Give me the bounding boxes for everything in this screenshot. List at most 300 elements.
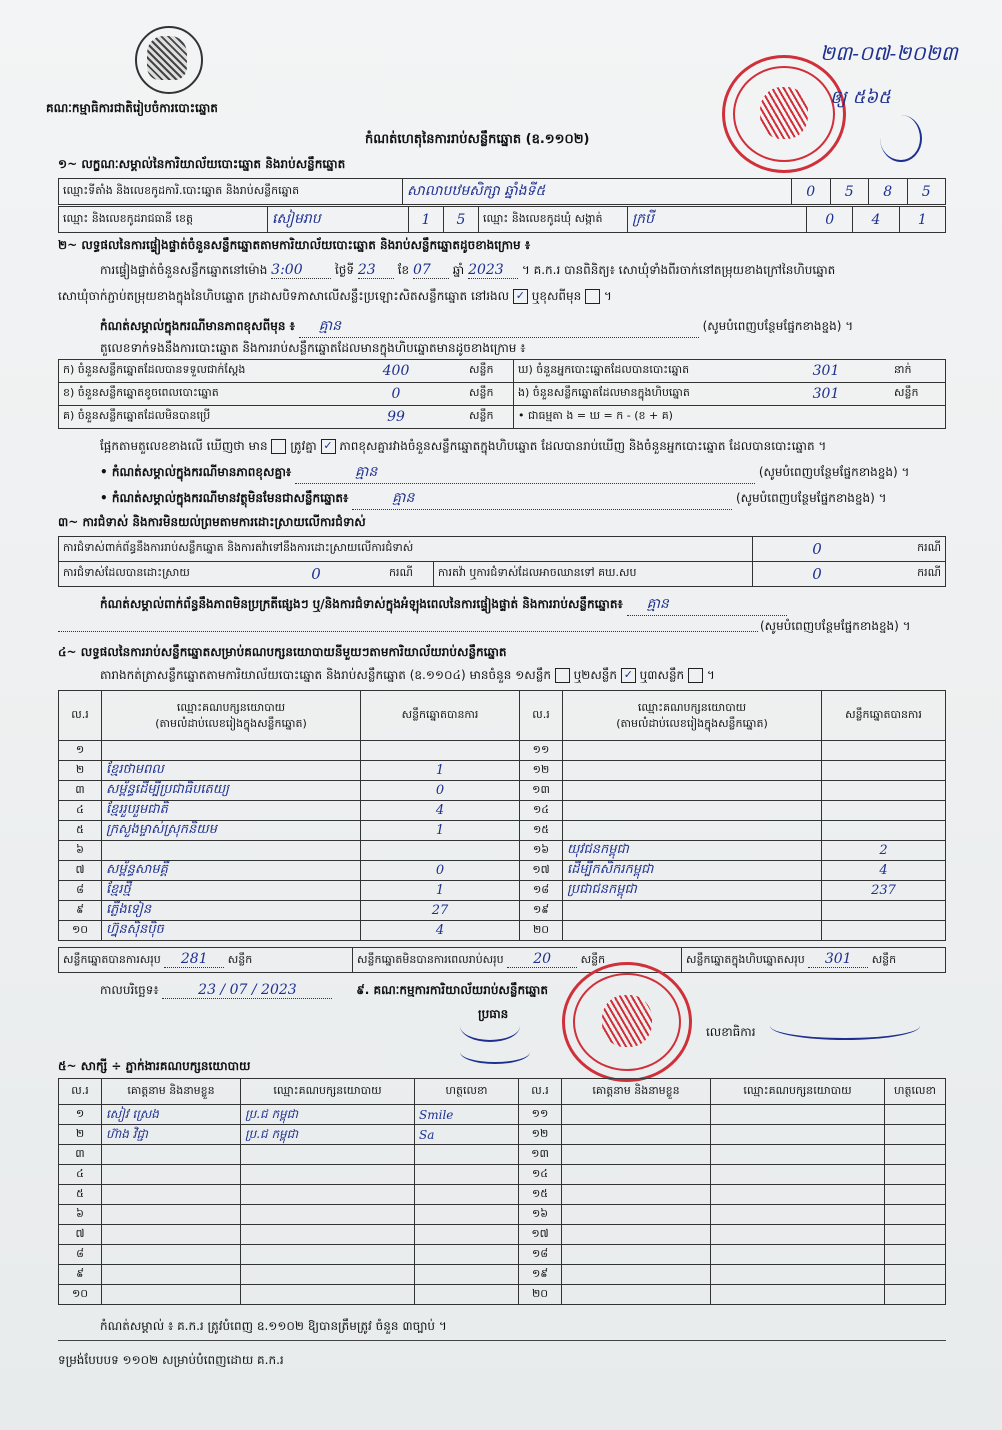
col-party-header: [563, 691, 822, 741]
witness-party: [241, 1265, 415, 1285]
col-no-header: ល.រ: [59, 1079, 102, 1105]
row-number: ៤: [59, 1165, 102, 1185]
province-label: ឈ្មោះ និងលេខកូដរាជធានី ខេត្ត: [59, 207, 268, 233]
party-name: [563, 921, 822, 941]
witness-name: [562, 1205, 711, 1225]
mismatch-checkbox[interactable]: ✓: [321, 439, 336, 454]
witness-party: ប្រ.ជ កម្ពុជា: [241, 1125, 415, 1145]
table-row: [59, 761, 946, 781]
table-row: [59, 841, 946, 861]
party-name: ប្រជាជនកម្ពុជា: [563, 881, 822, 901]
row-number: ៤: [59, 801, 102, 821]
table-row: [59, 1265, 946, 1285]
party-votes: 2: [822, 841, 946, 861]
commune-label: ឈ្មោះ និងលេខកូដឃុំ សង្កាត់: [479, 207, 628, 233]
section5-heading: ៥~ សាក្សី ÷ ភ្នាក់ងារគណបក្សនយោបាយ: [58, 1059, 251, 1073]
figure-label: ង) ចំនួនសន្លឹកឆ្នោតដែលមានក្នុងហិបឆ្នោត: [514, 383, 763, 406]
party-name: ខ្មែរថ្មី: [102, 881, 361, 901]
witness-signature: [885, 1245, 946, 1265]
three-sheets-checkbox[interactable]: [688, 668, 703, 683]
witness-signature: Sa: [415, 1125, 519, 1145]
table-row: [59, 821, 946, 841]
official-stamp-icon: [722, 55, 846, 173]
party-name: ខ្មែររួបរួមជាតិ: [102, 801, 361, 821]
province-value: សៀមរាប: [268, 207, 409, 233]
total-invalid-value: 20: [507, 951, 577, 968]
party-votes: 237: [822, 881, 946, 901]
witness-party: [241, 1185, 415, 1205]
table-row: [59, 741, 946, 761]
party-votes: 0: [361, 781, 520, 801]
figure-unit: សន្លឹក: [465, 406, 514, 429]
row-number: ១៣: [520, 781, 563, 801]
row-number: ៩: [59, 901, 102, 921]
table-row: [59, 801, 946, 821]
year-value: 2023: [468, 262, 518, 279]
party-name: [563, 821, 822, 841]
section1-heading: ១~ លក្ខណៈសម្គាល់នៃការិយាល័យបោះឆ្នោត និងរាប់សន្លឹកឆ្នោត: [58, 157, 346, 171]
objection-unit: ករណី: [881, 537, 946, 562]
witness-party: [711, 1225, 885, 1245]
table-row: [59, 1105, 946, 1125]
row-number: ១៣: [519, 1145, 562, 1165]
figure-label: ខ) ចំនួនសន្លឹកឆ្នោតខូចពេលបោះឆ្នោត: [59, 383, 328, 406]
witness-party: [711, 1185, 885, 1205]
totals-table: [58, 947, 946, 973]
time-label: ការផ្ទៀងផ្ទាត់ចំនួនសន្លឹកឆ្នោតនៅម៉ោង: [100, 263, 268, 277]
row-number: ២: [59, 761, 102, 781]
secretary-label: លេខាធិការ: [706, 1025, 756, 1039]
bullet1-label: • កំណត់សម្គាល់ក្នុងករណីមានភាពខុសគ្នា៖: [100, 465, 292, 479]
day-label: ថ្ងៃទី: [335, 263, 355, 277]
appeal-value: 0: [753, 562, 882, 587]
witness-signature: [885, 1125, 946, 1145]
witness-signature: [885, 1285, 946, 1305]
row-number: ១២: [519, 1125, 562, 1145]
witness-name: [562, 1185, 711, 1205]
col-name-header: គោត្តនាម និងនាមខ្លួន: [102, 1079, 241, 1105]
witness-name: [102, 1185, 241, 1205]
section2-heading: ២~ លទ្ធផលនៃការផ្ទៀងផ្ទាត់ចំនួនសន្លឹកឆ្នោតតាមការិយាល័យបោះឆ្នោត និងរាប់សន្លឹកឆ្នោតដូចខាងក្រោម ៖: [58, 238, 531, 252]
date-label: កាលបរិច្ឆេទ៖: [100, 983, 159, 997]
row-number: ៨: [59, 881, 102, 901]
witness-signature: [415, 1265, 519, 1285]
col-no-header: ល.រ: [520, 691, 563, 741]
col-party-header: ឈ្មោះគណបក្សនយោបាយ: [711, 1079, 885, 1105]
row-number: ២: [59, 1125, 102, 1145]
col-party-sub: (តាមលំដាប់លេខរៀងក្នុងសន្លឹកឆ្នោត): [155, 716, 307, 730]
party-votes: [822, 901, 946, 921]
row-number: ៧: [59, 861, 102, 881]
party-name: សម្ព័ន្ធដើម្បីប្រជាធិបតេយ្យ: [102, 781, 361, 801]
diff-note-label: កំណត់សម្គាល់ក្នុងករណីមានភាពខុសពីមុន ៖: [100, 319, 295, 333]
witness-signature: [415, 1225, 519, 1245]
verification-line: [100, 262, 950, 280]
witness-party: ប្រ.ជ កម្ពុជា: [241, 1105, 415, 1125]
irregularity-line: [100, 594, 787, 616]
party-votes: [822, 921, 946, 941]
figures-row: [59, 383, 946, 406]
committee-stamp-icon: [562, 962, 692, 1082]
total-invalid-unit: សន្លឹក: [580, 953, 606, 966]
total-valid-cell: [59, 948, 353, 973]
total-invalid-label: សន្លឹកឆ្នោតមិនបានការពេលរាប់សរុប: [357, 953, 504, 966]
total-box-cell: [682, 948, 946, 973]
row-number: ១៧: [520, 861, 563, 881]
figure-label: ឃ) ចំនួនអ្នកបោះឆ្នោតដែលបានបោះឆ្នោត: [514, 360, 763, 383]
one-sheet-checkbox[interactable]: [555, 668, 570, 683]
witness-party: [711, 1165, 885, 1185]
figure-value: 99: [327, 406, 465, 429]
col-votes-header: សន្លឹកឆ្នោតបានការ: [822, 691, 946, 741]
party-votes: 27: [361, 901, 520, 921]
party-votes: [822, 801, 946, 821]
party-name: យុវជនកម្ពុជា: [563, 841, 822, 861]
figures-intro: តួលេខទាក់ទងនឹងការបោះឆ្នោត និងការរាប់សន្លឹកឆ្នោតដែលមានក្នុងហិបឆ្នោតមានដូចខាងក្រោម ៖: [100, 341, 526, 355]
witness-party: [241, 1245, 415, 1265]
seal-text: សោឃុំចាក់ភ្ជាប់តម្រុយខាងក្នុងនៃហិបឆ្នោត ក្រដាសបិទភាសាលើសន្លឹះប្រឡោះសិតសន្លឹកឆ្នោត នៅរងល: [58, 289, 510, 303]
section1-table-row2: [58, 206, 946, 233]
appeal-label: ការតវ៉ា ឬការជំទាស់ដែលអាចឈានទៅ គឃ.សប: [434, 562, 753, 587]
chair-signature-2-icon: [460, 1040, 530, 1064]
location-code-digit: 8: [869, 179, 908, 205]
row-number: ១៦: [519, 1205, 562, 1225]
commune-code-digit: 1: [899, 207, 945, 233]
witness-name: [562, 1265, 711, 1285]
appeal-unit: ករណី: [881, 562, 946, 587]
diff-note-value: គ្មាន: [299, 316, 699, 338]
diff-note-hint: (សូមបំពេញបន្ថែមផ្នែកខាងខ្នង) ។: [702, 319, 854, 333]
col-sign-header: ហត្ថលេខា: [415, 1079, 519, 1105]
party-name: ខ្មែរថាមពល: [102, 761, 361, 781]
location-label: ឈ្មោះទីតាំង និងលេខកូដការិ.បោះឆ្នោត និងរាប់សន្លឹកឆ្នោត: [59, 179, 403, 205]
resolved-value: 0: [247, 562, 385, 587]
bullet2-value: គ្មាន: [352, 488, 732, 510]
party-name: សម្ព័ន្ធសាមគ្គី: [102, 861, 361, 881]
row-number: ៩: [59, 1265, 102, 1285]
party-votes: [822, 821, 946, 841]
witness-name: [102, 1205, 241, 1225]
row-number: ១៩: [519, 1265, 562, 1285]
witness-party: [241, 1205, 415, 1225]
table-row: [59, 1205, 946, 1225]
witness-name: ហ៊ាង វិជ្ជា: [102, 1125, 241, 1145]
month-label: ខែ: [397, 263, 410, 277]
witness-name: [562, 1225, 711, 1245]
party-votes: 1: [361, 821, 520, 841]
table-row: [59, 781, 946, 801]
figure-value: 0: [327, 383, 465, 406]
figures-row: [59, 360, 946, 383]
witness-name: [102, 1165, 241, 1185]
year-label: ឆ្នាំ: [452, 263, 465, 277]
correct-checkbox[interactable]: ✓: [513, 289, 528, 304]
figure-unit: សន្លឹក: [890, 383, 946, 406]
col-no-header: ល.រ: [59, 691, 102, 741]
objection-table: [58, 536, 946, 587]
witness-party: [711, 1205, 885, 1225]
table-row: [59, 1145, 946, 1165]
party-name: [563, 801, 822, 821]
row-number: ២០: [519, 1285, 562, 1305]
table-row: [59, 1225, 946, 1245]
figure-label: ក) ចំនួនសន្លឹកឆ្នោតដែលបានទទួលជាក់ស្តែង: [59, 360, 328, 383]
witness-name: [102, 1225, 241, 1245]
form-note: ទម្រង់បែបបទ ១១០២ សម្រាប់បំពេញដោយ គ.ក.រ: [58, 1353, 284, 1367]
match-checkbox[interactable]: [271, 439, 286, 454]
seal-line: សោឃុំចាក់ភ្ជាប់តម្រុយខាងក្នុងនៃហិបឆ្នោត ក្រដាសបិទភាសាលើសន្លឹះប្រឡោះសិតសន្លឹកឆ្នោត នៅរងល ✓ ឬខុសពីមុន ។: [58, 289, 612, 303]
handwritten-code: ឲ្យ ៥៦៥: [830, 87, 891, 108]
witness-name: [102, 1145, 241, 1165]
col-votes-header: សន្លឹកឆ្នោតបានការ: [361, 691, 520, 741]
party-votes: 1: [361, 881, 520, 901]
section3-heading: ៣~ ការជំទាស់ និងការមិនយល់ព្រមតាមការដោះស្រាយលើការជំទាស់: [58, 515, 366, 529]
party-votes: [361, 841, 520, 861]
row-number: ៦: [59, 841, 102, 861]
witness-name: [562, 1105, 711, 1125]
total-box-value: 301: [808, 951, 868, 968]
witness-signature: [415, 1245, 519, 1265]
match-label: ត្រូវគ្នា: [290, 439, 317, 453]
form-title: កំណត់ហេតុនៃការរាប់សន្លឹកឆ្នោត (ឧ.១១០២): [365, 132, 590, 147]
col-party-sub: (តាមលំដាប់លេខរៀងក្នុងសន្លឹកឆ្នោត): [616, 716, 768, 730]
section4-heading: ៤~ លទ្ធផលនៃការរាប់សន្លឹកឆ្នោតសម្រាប់គណបក្សនយោបាយនីមួយៗតាមការិយាល័យរាប់សន្លឹកឆ្នោត: [58, 645, 507, 659]
resolved-unit: ករណី: [385, 562, 434, 587]
table-row: [59, 1125, 946, 1145]
table-row: [59, 901, 946, 921]
formula-note: • ជាធម្មតា ង = ឃ = ក - (ខ + គ): [514, 406, 946, 429]
different-label: ឬខុសពីមុន: [531, 289, 582, 303]
row-number: ១៤: [520, 801, 563, 821]
bullet1-value: គ្មាន: [295, 462, 755, 484]
footer-note: កំណត់សម្គាល់ ៖ គ.ក.រ ត្រូវបំពេញ ឧ.១១០២ ឱ្យបានត្រឹមត្រូវ ចំនួន ៣ច្បាប់ ។: [100, 1319, 447, 1333]
witness-name: [562, 1245, 711, 1265]
party-name: [563, 901, 822, 921]
location-code-digit: 0: [792, 179, 831, 205]
witness-signature: [885, 1205, 946, 1225]
resolved-label: ការជំទាស់ដែលបានដោះស្រាយ: [59, 562, 248, 587]
province-code-digit: 1: [409, 207, 444, 233]
witness-signature: [415, 1145, 519, 1165]
witness-name: [102, 1245, 241, 1265]
row-number: ១២: [520, 761, 563, 781]
witness-signature: [885, 1165, 946, 1185]
row-number: ១៤: [519, 1165, 562, 1185]
party-votes: 4: [361, 921, 520, 941]
party-name: ក្រសួងម្ចាស់ស្រុកនិយម: [102, 821, 361, 841]
different-checkbox[interactable]: [585, 289, 600, 304]
row-number: ៨: [59, 1245, 102, 1265]
witness-party: [241, 1145, 415, 1165]
witness-table: [58, 1078, 946, 1305]
row-number: ២០: [520, 921, 563, 941]
table-row: [59, 861, 946, 881]
witness-name: [562, 1285, 711, 1305]
commune-value: ក្របី: [628, 207, 807, 233]
witness-signature: [885, 1265, 946, 1285]
party-name: [563, 781, 822, 801]
irregularity-hint: (សូមបំពេញបន្ថែមផ្នែកខាងខ្នង) ។: [760, 619, 911, 633]
witness-signature: [885, 1105, 946, 1125]
table-row: [59, 1285, 946, 1305]
verification-text: ។ គ.ក.រ បានពិនិត្យ៖ សោឃុំទាំងពីរចាក់នៅតម្រុយខាងក្រៅនៃហិបឆ្នោត: [521, 263, 836, 277]
party-name: ភ្លើងទៀន: [102, 901, 361, 921]
party-name: [102, 841, 361, 861]
party-votes: 1: [361, 761, 520, 781]
location-value: សាលាបឋមសិក្សា ឆ្នាំងទី៥: [403, 179, 792, 205]
party-votes: [822, 741, 946, 761]
party-name: ហ្វ៊ុនស៊ិនប៉ិច: [102, 921, 361, 941]
commune-code-digit: 0: [807, 207, 853, 233]
section1-table: [58, 178, 946, 205]
row-number: ១០: [59, 921, 102, 941]
date-line: [100, 982, 548, 1000]
figure-unit: សន្លឹក: [465, 383, 514, 406]
witness-party: [241, 1225, 415, 1245]
figure-unit: នាក់: [890, 360, 946, 383]
total-valid-label: សន្លឹកឆ្នោតបានការសរុប: [63, 953, 161, 966]
party-votes: [361, 741, 520, 761]
table-row: [59, 1165, 946, 1185]
col-party-title: ឈ្មោះគណបក្សនយោបាយ: [176, 700, 286, 714]
handwritten-date: ២៣-០៧-២០២៣: [820, 41, 958, 65]
witness-party: [711, 1105, 885, 1125]
sheet-count-line: តារាងកត់ត្រាសន្លឹកឆ្នោតតាមការិយាល័យបោះឆ្នោត និងរាប់សន្លឹកឆ្នោត (ឧ.១១០៤) មានចំនួន ១សន្លឹក ឬ២សន្លឹក ✓ ឬ៣សន្លឹក ។: [100, 668, 715, 682]
row-number: ១៨: [520, 881, 563, 901]
row-number: ៧: [59, 1225, 102, 1245]
total-valid-unit: សន្លឹក: [227, 953, 253, 966]
row-number: ១: [59, 741, 102, 761]
witness-signature: Smile: [415, 1105, 519, 1125]
col-sign-header: ហត្ថលេខា: [885, 1079, 946, 1105]
witness-party: [711, 1145, 885, 1165]
col-party-header: ឈ្មោះគណបក្សនយោបាយ: [241, 1079, 415, 1105]
objection-label: ការជំទាស់ពាក់ព័ន្ធនឹងការរាប់សន្លឹកឆ្នោត និងការតវ៉ាទៅនឹងការដោះស្រាយលើការជំទាស់: [59, 537, 753, 562]
party-name: ដើម្បីកសិករកម្ពុជា: [563, 861, 822, 881]
location-code-digit: 5: [907, 179, 946, 205]
row-number: ៣: [59, 781, 102, 801]
row-number: ១៨: [519, 1245, 562, 1265]
figure-value: 301: [762, 383, 890, 406]
bullet1-hint: (សូមបំពេញបន្ថែមផ្នែកខាងខ្នង) ។: [758, 465, 910, 479]
table-row: [59, 1185, 946, 1205]
diff-note-line: [100, 316, 950, 338]
row-number: ១៥: [520, 821, 563, 841]
party-name: [563, 741, 822, 761]
figure-value: 400: [327, 360, 465, 383]
col-name-header: គោត្តនាម និងនាមខ្លួន: [562, 1079, 711, 1105]
row-number: ១៧: [519, 1225, 562, 1245]
row-number: ៥: [59, 821, 102, 841]
witness-signature: [885, 1225, 946, 1245]
witness-party: [711, 1245, 885, 1265]
party-name: [102, 741, 361, 761]
table-row: [59, 921, 946, 941]
month-value: 07: [413, 262, 449, 279]
results-table: [58, 690, 946, 941]
row-number: ៦: [59, 1205, 102, 1225]
bullet2-hint: (សូមបំពេញបន្ថែមផ្នែកខាងខ្នង) ។: [735, 491, 887, 505]
witness-party: [241, 1285, 415, 1305]
chair-label: ប្រធាន: [478, 1007, 509, 1021]
mismatch-label: ភាពខុសគ្នារវាងចំនួនសន្លឹកឆ្នោតក្នុងហិបឆ្នោត ដែលបានរាប់ឃើញ និងចំនួនអ្នកបោះឆ្នោត ដែលបានបោះឆ្នោត ។: [339, 439, 827, 453]
province-code-digit: 5: [444, 207, 479, 233]
total-valid-value: 281: [164, 951, 224, 968]
row-number: ១០: [59, 1285, 102, 1305]
party-name: [563, 761, 822, 781]
org-name: គណៈកម្មាធិការជាតិរៀបចំការបោះឆ្នោត: [46, 101, 218, 115]
bullet2-label: • កំណត់សម្គាល់ក្នុងករណីមានវត្ថុមិនមែនជាសន្លឹកឆ្នោត៖: [100, 491, 349, 505]
bullet1-line: [100, 462, 950, 484]
commune-code-digit: 4: [853, 207, 899, 233]
total-box-unit: សន្លឹក: [871, 953, 897, 966]
figure-label: គ) ចំនួនសន្លឹកឆ្នោតដែលមិនបានប្រើ: [59, 406, 328, 429]
figures-table: [58, 359, 946, 429]
witness-name: [562, 1125, 711, 1145]
witness-party: [711, 1285, 885, 1305]
table-row: [59, 1245, 946, 1265]
party-votes: 4: [822, 861, 946, 881]
col-party-title: ឈ្មោះគណបក្សនយោបាយ: [637, 700, 747, 714]
witness-signature: [415, 1205, 519, 1225]
compare-text: ផ្អែកតាមតួលេខខាងលើ ឃើញថា មាន: [100, 439, 268, 453]
witness-name: [102, 1265, 241, 1285]
row-number: ១: [59, 1105, 102, 1125]
witness-party: [711, 1125, 885, 1145]
row-number: ១៩: [520, 901, 563, 921]
table-row: [59, 881, 946, 901]
witness-signature: [885, 1185, 946, 1205]
witness-signature: [415, 1185, 519, 1205]
witness-party: [241, 1165, 415, 1185]
row-number: ៣: [59, 1145, 102, 1165]
row-number: ៥: [59, 1185, 102, 1205]
witness-signature: [415, 1165, 519, 1185]
irregularity-label: កំណត់សម្គាល់ពាក់ព័ន្ធនឹងភាពមិនប្រក្រតីផ្សេងៗ ឬ/និងការជំទាស់ក្នុងអំឡុងពេលនៃការផ្ទៀងផ្ទាត់ និងការរាប់សន្លឹកឆ្នោត៖: [100, 597, 623, 611]
row-number: ១៦: [520, 841, 563, 861]
party-votes: 0: [361, 861, 520, 881]
chair-signature-icon: [460, 1010, 520, 1042]
party-votes: [822, 781, 946, 801]
row-number: ១១: [519, 1105, 562, 1125]
day-value: 23: [358, 262, 394, 279]
row-number: ១៥: [519, 1185, 562, 1205]
secretary-signature-icon: [770, 1012, 920, 1040]
col-no-header: ល.រ: [519, 1079, 562, 1105]
row-number: ១១: [520, 741, 563, 761]
figures-row: [59, 406, 946, 429]
witness-name: សៀវ ស្រេង: [102, 1105, 241, 1125]
figure-value: 301: [762, 360, 890, 383]
sheet-count-text: តារាងកត់ត្រាសន្លឹកឆ្នោតតាមការិយាល័យបោះឆ្នោត និងរាប់សន្លឹកឆ្នោត (ឧ.១១០៤) មានចំនួន ១សន្លឹក: [100, 668, 551, 682]
party-votes: 4: [361, 801, 520, 821]
two-sheets-label: ឬ២សន្លឹក: [573, 668, 617, 682]
witness-name: [562, 1145, 711, 1165]
total-box-label: សន្លឹកឆ្នោតក្នុងហិបឆ្នោតសរុប: [686, 953, 805, 966]
col-party-header: [102, 691, 361, 741]
location-code-digit: 5: [830, 179, 869, 205]
compare-line: [100, 438, 826, 456]
bullet2-line: [100, 488, 950, 510]
figure-unit: សន្លឹក: [465, 360, 514, 383]
committee-label: ៩. គណៈកម្មការការិយាល័យរាប់សន្លឹកឆ្នោត: [356, 983, 548, 997]
witness-signature: [415, 1285, 519, 1305]
two-sheets-checkbox[interactable]: ✓: [621, 668, 636, 683]
three-sheets-label: ឬ៣សន្លឹក: [639, 668, 685, 682]
witness-signature: [885, 1145, 946, 1165]
objection-value: 0: [753, 537, 882, 562]
date-value: 23 / 07 / 2023: [162, 982, 332, 999]
